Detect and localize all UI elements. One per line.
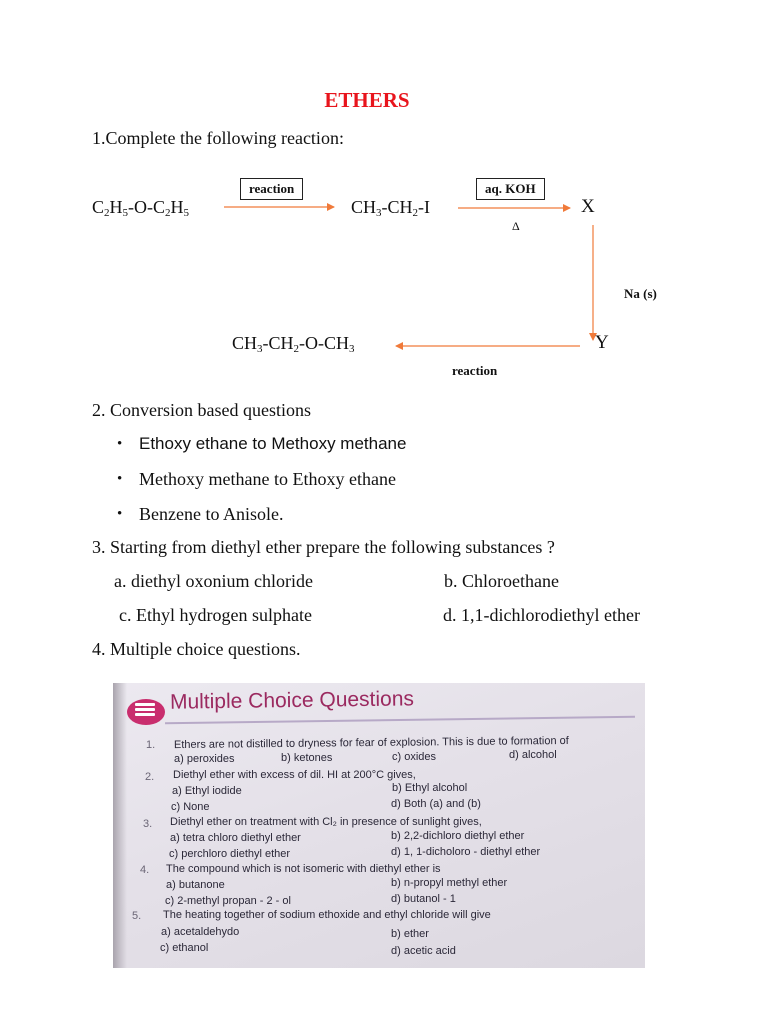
reagent-na: Na (s) <box>624 286 657 301</box>
mcq-header-rule <box>165 716 635 725</box>
mcq-option: a) peroxides <box>174 753 235 765</box>
mcq-number: 4. <box>140 864 150 876</box>
mcq-option: c) oxides <box>392 751 437 763</box>
mcq-option: c) perchloro diethyl ether <box>169 848 291 860</box>
conversion-item-3: Benzene to Anisole. <box>139 504 284 524</box>
mcq-number: 3. <box>143 818 153 830</box>
mcq-question-text: The compound which is not isomeric with diethyl ether is <box>166 863 441 875</box>
product-y: Y <box>595 332 609 353</box>
photo-edge-shadow <box>113 683 127 968</box>
formula-diethyl-ether: $C_2H_5-O-C_2H_5$ <box>92 197 190 219</box>
mcq-photo <box>113 683 645 968</box>
formula-ethyl-iodide: $CH_3-CH_2-I$ <box>351 197 431 219</box>
mcq-option: a) butanone <box>166 879 225 891</box>
mcq-option: d) acetic acid <box>391 945 456 957</box>
mcq-option: b) ketones <box>281 752 333 764</box>
conversion-item-1: Ethoxy ethane to Methoxy methane <box>139 434 407 453</box>
prep-item-d: d. 1,1-dichlorodiethyl ether <box>443 605 640 625</box>
bullet-marker: • <box>117 436 123 452</box>
mcq-option: c) ethanol <box>160 942 209 954</box>
mcq-option: b) 2,2-dichloro diethyl ether <box>391 830 525 842</box>
mcq-number: 5. <box>132 910 142 922</box>
mcq-option: c) 2-methyl propan - 2 - ol <box>165 895 291 907</box>
mcq-option: b) Ethyl alcohol <box>392 782 468 794</box>
mcq-question-text: Diethyl ether with excess of dil. HI at 200°C gives, <box>173 769 416 781</box>
mcq-number: 1. <box>146 739 156 751</box>
mcq-option: a) tetra chloro diethyl ether <box>170 832 301 844</box>
reagent-box-aq-koh: aq. KOH <box>476 178 545 200</box>
question-1-heading: 1.Complete the following reaction: <box>92 128 344 148</box>
conversion-item-2: Methoxy methane to Ethoxy ethane <box>139 469 396 489</box>
mcq-question-text: The heating together of sodium ethoxide and ethyl chloride will give <box>163 909 491 921</box>
mcq-option: d) 1, 1-dicholoro - diethyl ether <box>391 846 541 858</box>
bullet-marker: • <box>117 506 123 522</box>
prep-item-b: b. Chloroethane <box>444 571 559 591</box>
bullet-marker: • <box>117 471 123 487</box>
prep-item-c: c. Ethyl hydrogen sulphate <box>119 605 312 625</box>
question-3-heading: 3. Starting from diethyl ether prepare the following substances ? <box>92 537 555 557</box>
mcq-question-text: Diethyl ether on treatment with Cl₂ in presence of sunlight gives, <box>170 816 482 828</box>
mcq-option: b) ether <box>391 928 429 940</box>
reaction-box-1: reaction <box>240 178 303 200</box>
mcq-option: b) n-propyl methyl ether <box>391 877 508 889</box>
formula-ethyl-methyl-ether: $CH_3-CH_2-O-CH_3$ <box>232 333 355 355</box>
question-4-heading: 4. Multiple choice questions. <box>92 639 301 659</box>
page-title: ETHERS <box>324 88 410 112</box>
heat-delta-symbol: Δ <box>512 219 520 233</box>
mcq-header: Multiple Choice Questions <box>169 687 415 714</box>
mcq-number: 2. <box>145 771 155 783</box>
reaction-label-bottom: reaction <box>452 363 498 378</box>
mcq-option: a) acetaldehydo <box>161 926 240 938</box>
mcq-question-text: Ethers are not distilled to dryness for fear of explosion. This is due to formation of <box>173 734 569 752</box>
question-2-heading: 2. Conversion based questions <box>92 400 311 420</box>
prep-item-a: a. diethyl oxonium chloride <box>114 571 313 591</box>
mcq-option: a) Ethyl iodide <box>172 785 242 797</box>
mcq-option: d) Both (a) and (b) <box>391 798 481 810</box>
reaction-arrows <box>0 0 768 420</box>
mcq-option: d) butanol - 1 <box>391 893 456 905</box>
mcq-option: d) alcohol <box>509 749 557 761</box>
mcq-option: c) None <box>171 801 210 813</box>
product-x: X <box>581 196 595 217</box>
list-badge-icon <box>135 703 155 721</box>
